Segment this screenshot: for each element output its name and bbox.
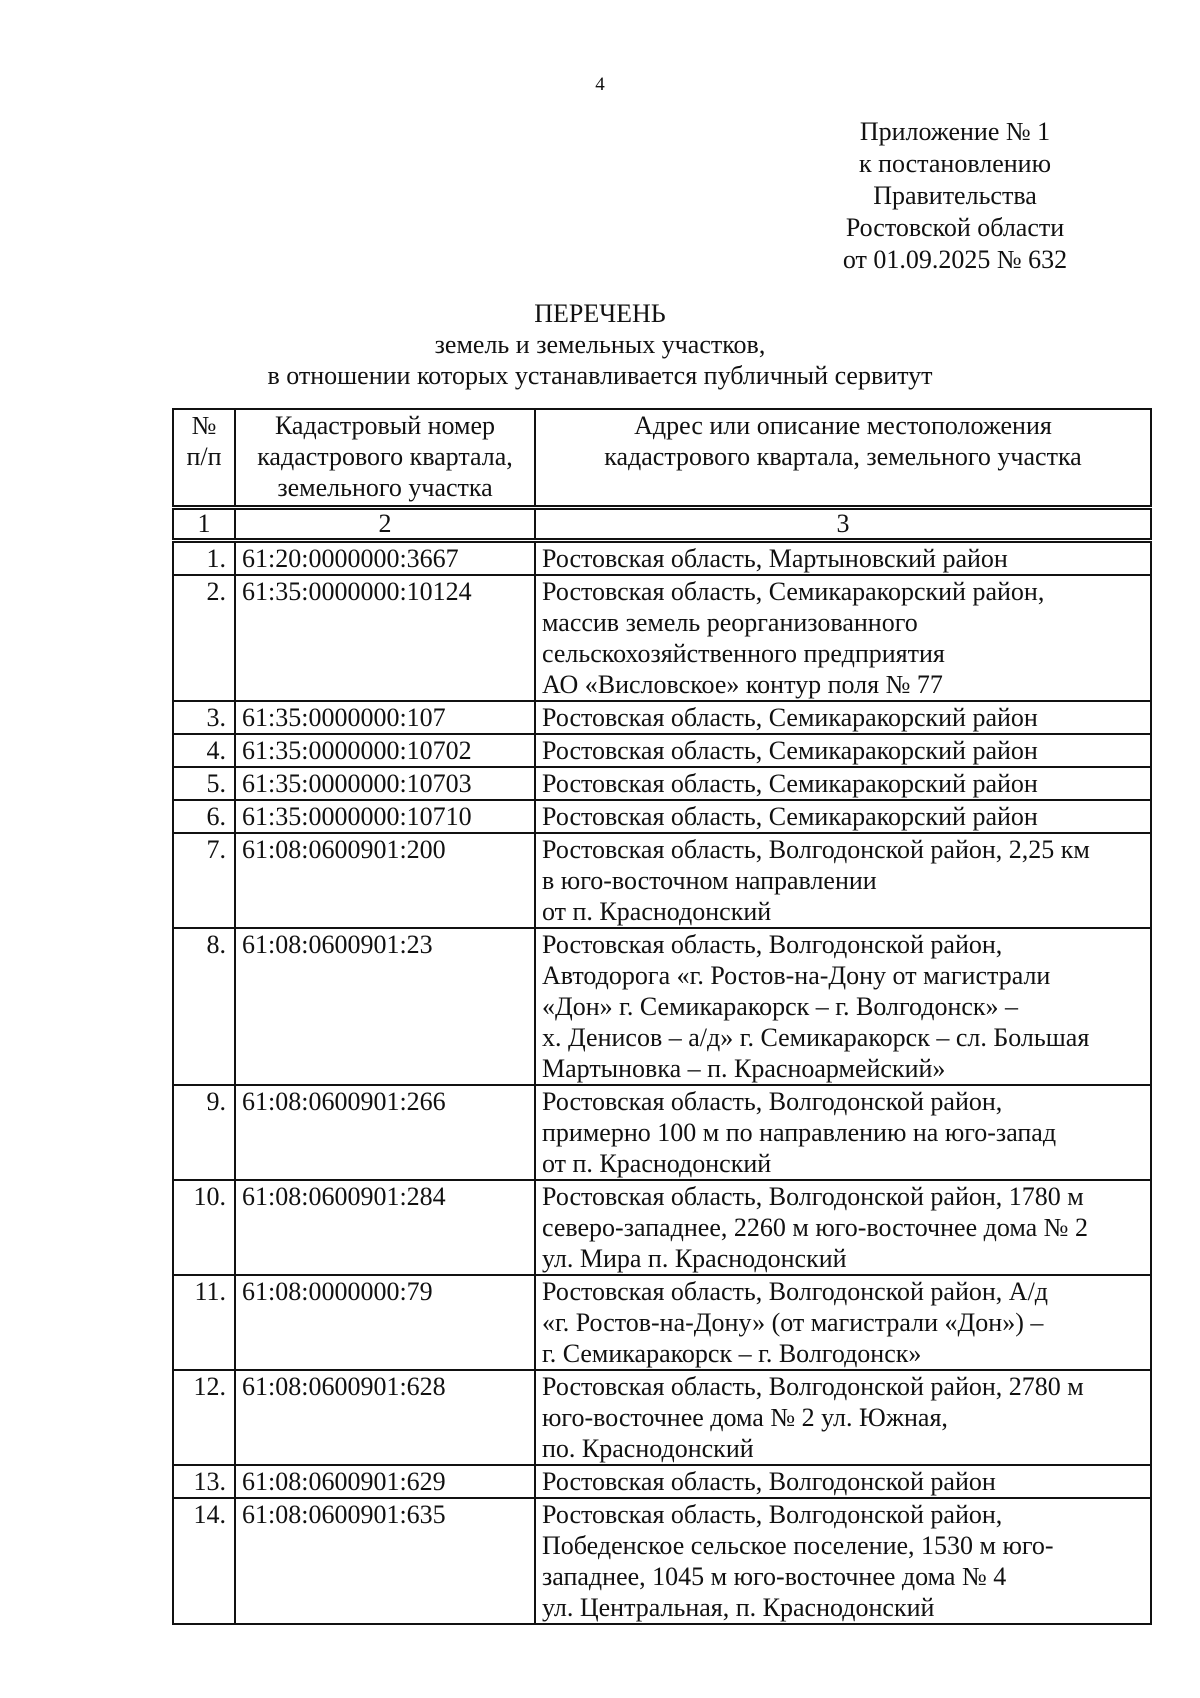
address-cell: [535, 1275, 1151, 1370]
table-row: [173, 1370, 1151, 1465]
cadastral-number: 61:08:0600901:635: [235, 1498, 535, 1624]
row-number: 13.: [173, 1465, 235, 1498]
header-number: [173, 409, 235, 508]
address-line: Ростовская область, Семикаракорский район: [542, 736, 1038, 765]
table-index-row: [173, 508, 1151, 541]
appendix-line: Ростовской области: [845, 213, 1065, 242]
address-cell: [535, 1465, 1151, 1498]
address-cell: [535, 800, 1151, 833]
address-cell: [535, 1498, 1151, 1624]
table-row: [173, 734, 1151, 767]
address-line: Ростовская область, Волгодонской район,: [542, 1500, 1003, 1529]
address-line: Ростовская область, Волгодонской район,: [542, 930, 1003, 959]
address-line: х. Денисов – а/д» г. Семикаракорск – сл. Большая: [542, 1023, 1090, 1052]
cadastral-number: 61:35:0000000:107: [235, 701, 535, 734]
cadastral-number: 61:35:0000000:10124: [235, 575, 535, 701]
row-number: 4.: [173, 734, 235, 767]
address-cell: [535, 734, 1151, 767]
table-row: [173, 1498, 1151, 1624]
address-line: ул. Мира п. Краснодонский: [542, 1244, 847, 1273]
address-line: ул. Центральная, п. Краснодонский: [542, 1593, 935, 1622]
address-line: Ростовская область, Волгодонской район, 2780 м: [542, 1372, 1084, 1401]
address-line: Ростовская область, Семикаракорский район: [542, 703, 1038, 732]
address-line: Ростовская область, Волгодонской район, А/д: [542, 1277, 1049, 1306]
appendix-block: [820, 116, 1090, 276]
address-cell: [535, 833, 1151, 928]
address-line: западнее, 1045 м юго-восточнее дома № 4: [542, 1562, 1007, 1591]
cadastral-number: 61:08:0600901:628: [235, 1370, 535, 1465]
row-number: 7.: [173, 833, 235, 928]
row-number: 14.: [173, 1498, 235, 1624]
table-row: [173, 928, 1151, 1085]
appendix-line: Правительства: [873, 181, 1037, 210]
address-line: сельскохозяйственного предприятия: [542, 639, 945, 668]
table-row: [173, 575, 1151, 701]
title-line: в отношении которых устанавливается публичный сервитут: [267, 361, 933, 390]
address-line: юго-восточнее дома № 2 ул. Южная,: [542, 1403, 948, 1432]
address-line: Ростовская область, Волгодонской район, 2,25 км: [542, 835, 1090, 864]
table-row: [173, 1275, 1151, 1370]
address-line: Ростовская область, Мартыновский район: [542, 544, 1008, 573]
address-line: Ростовская область, Волгодонской район: [542, 1467, 996, 1496]
header-line: кадастрового квартала, земельного участка: [604, 442, 1082, 471]
address-line: Автодорога «г. Ростов-на-Дону от магистрали: [542, 961, 1051, 990]
address-line: северо-западнее, 2260 м юго-восточнее дома № 2: [542, 1213, 1088, 1242]
header-line: Адрес или описание местоположения: [634, 411, 1052, 440]
cadastral-number: 61:08:0600901:629: [235, 1465, 535, 1498]
address-line: «Дон» г. Семикаракорск – г. Волгодонск» –: [542, 992, 1019, 1021]
header-line: п/п: [186, 442, 222, 471]
cadastral-number: 61:08:0600901:284: [235, 1180, 535, 1275]
address-cell: [535, 928, 1151, 1085]
cadastral-number: 61:35:0000000:10702: [235, 734, 535, 767]
address-cell: [535, 575, 1151, 701]
address-line: Победенское сельское поселение, 1530 м юго-: [542, 1531, 1054, 1560]
table-row: [173, 701, 1151, 734]
row-number: 9.: [173, 1085, 235, 1180]
row-number: 8.: [173, 928, 235, 1085]
row-number: 11.: [173, 1275, 235, 1370]
address-line: Ростовская область, Семикаракорский район: [542, 769, 1038, 798]
index-cell: 1: [173, 508, 235, 541]
table-header-row: [173, 409, 1151, 508]
table-row: [173, 767, 1151, 800]
header-line: Кадастровый номер: [274, 411, 496, 440]
address-line: Ростовская область, Волгодонской район, 1780 м: [542, 1182, 1084, 1211]
address-line: АО «Висловское» контур поля № 77: [542, 670, 943, 699]
address-line: по. Краснодонский: [542, 1434, 754, 1463]
table-row: [173, 1465, 1151, 1498]
appendix-line: Приложение № 1: [859, 117, 1051, 146]
document-title: [0, 298, 1200, 391]
cadastral-number: 61:08:0600901:200: [235, 833, 535, 928]
address-line: в юго-восточном направлении: [542, 866, 877, 895]
table-row: [173, 800, 1151, 833]
cadastral-number: 61:35:0000000:10703: [235, 767, 535, 800]
cadastral-number: 61:35:0000000:10710: [235, 800, 535, 833]
title-main: ПЕРЕЧЕНЬ: [534, 299, 666, 328]
row-number: 6.: [173, 800, 235, 833]
address-cell: [535, 541, 1151, 576]
address-line: «г. Ростов-на-Дону» (от магистрали «Дон») –: [542, 1308, 1044, 1337]
table-row: [173, 833, 1151, 928]
table-row: [173, 1085, 1151, 1180]
appendix-line: от 01.09.2025 № 632: [842, 245, 1068, 274]
table-row: [173, 1180, 1151, 1275]
header-line: кадастрового квартала,: [257, 442, 513, 471]
address-line: примерно 100 м по направлению на юго-запад: [542, 1118, 1057, 1147]
header-address: [535, 409, 1151, 508]
row-number: 12.: [173, 1370, 235, 1465]
title-line: земель и земельных участков,: [434, 330, 766, 359]
address-cell: [535, 1370, 1151, 1465]
header-line: №: [191, 411, 217, 440]
table-row: [173, 541, 1151, 576]
address-line: Ростовская область, Семикаракорский район: [542, 802, 1038, 831]
row-number: 10.: [173, 1180, 235, 1275]
header-cadastral: [235, 409, 535, 508]
address-line: г. Семикаракорск – г. Волгодонск»: [542, 1339, 922, 1368]
header-line: земельного участка: [277, 473, 493, 502]
servitude-table: [172, 408, 1152, 1625]
address-cell: [535, 1085, 1151, 1180]
row-number: 1.: [173, 541, 235, 576]
row-number: 5.: [173, 767, 235, 800]
address-line: массив земель реорганизованного: [542, 608, 918, 637]
address-line: от п. Краснодонский: [542, 1149, 772, 1178]
address-line: Ростовская область, Волгодонской район,: [542, 1087, 1003, 1116]
page-number: 4: [595, 74, 605, 95]
appendix-line: к постановлению: [858, 149, 1052, 178]
row-number: 2.: [173, 575, 235, 701]
address-line: Ростовская область, Семикаракорский район,: [542, 577, 1045, 606]
cadastral-number: 61:08:0600901:23: [235, 928, 535, 1085]
address-line: от п. Краснодонский: [542, 897, 772, 926]
cadastral-number: 61:08:0600901:266: [235, 1085, 535, 1180]
address-line: Мартыновка – п. Красноармейский»: [542, 1054, 946, 1083]
index-cell: 3: [535, 508, 1151, 541]
cadastral-number: 61:08:0000000:79: [235, 1275, 535, 1370]
address-cell: [535, 701, 1151, 734]
row-number: 3.: [173, 701, 235, 734]
address-cell: [535, 1180, 1151, 1275]
cadastral-number: 61:20:0000000:3667: [235, 541, 535, 576]
index-cell: 2: [235, 508, 535, 541]
address-cell: [535, 767, 1151, 800]
